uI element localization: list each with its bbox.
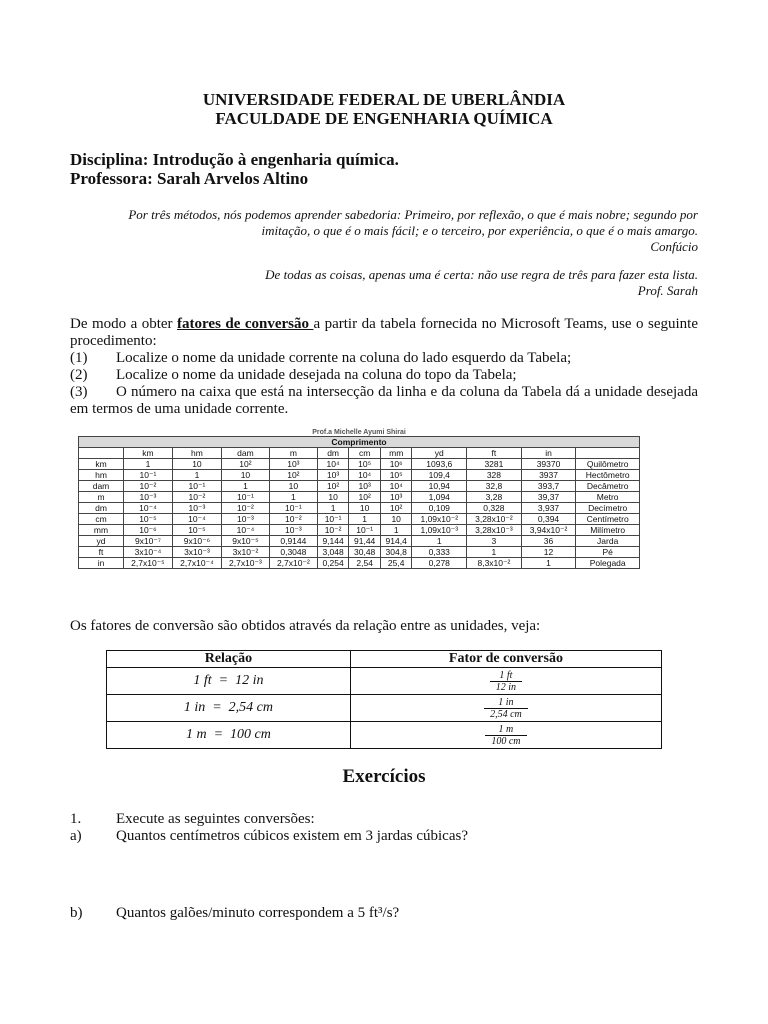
- table-cell: Pé: [576, 547, 640, 558]
- table-cell: 10⁻¹: [172, 481, 221, 492]
- table-cell: km: [79, 459, 124, 470]
- table-cell: mm: [79, 525, 124, 536]
- table-row: [79, 492, 640, 503]
- table-cell: 109,4: [412, 470, 467, 481]
- fraction-numerator: 1 ft: [490, 670, 522, 682]
- table-cell: 1: [412, 536, 467, 547]
- table-cell: 1: [124, 459, 173, 470]
- table-cell: 10,94: [412, 481, 467, 492]
- relation-cell: 1 ft = 12 in: [107, 668, 351, 695]
- exercise-text: Execute as seguintes conversões:: [116, 811, 315, 827]
- table-row: [79, 503, 640, 514]
- table-cell: 2,7x10⁻⁵: [124, 558, 173, 569]
- table-cell: dam: [79, 481, 124, 492]
- table-cell: 10²: [380, 503, 412, 514]
- intro-text: De modo a obter: [70, 316, 178, 332]
- step-text: Localize o nome da unidade desejada na coluna do topo da Tabela;: [116, 367, 517, 383]
- table-cell: 0,394: [521, 514, 576, 525]
- table-row: [79, 558, 640, 569]
- professor-line: Professora: Sarah Arvelos Altino: [70, 169, 309, 188]
- step-number: (1): [70, 350, 88, 366]
- table-cell: 10⁻²: [124, 481, 173, 492]
- table-cell: 10⁴: [380, 481, 412, 492]
- fraction-denominator: 2,54 cm: [490, 708, 522, 720]
- relation-table: [106, 650, 662, 749]
- quote-line: imitação, o que é o mais fácil; e o terceiro, por experiência, o que é o mais amargo.: [261, 223, 698, 238]
- table-row: [79, 481, 640, 492]
- table-cell: 0,109: [412, 503, 467, 514]
- exercise-b: [70, 905, 399, 922]
- table-cell: 1: [317, 503, 349, 514]
- table-cell: 10²: [349, 492, 381, 503]
- table-cell: 2,7x10⁻⁴: [172, 558, 221, 569]
- table-column-header: km: [124, 448, 173, 459]
- conversion-fraction: [490, 670, 522, 693]
- table-body: [79, 459, 640, 569]
- table-cell: 3,048: [317, 547, 349, 558]
- table-cell: 10: [221, 470, 269, 481]
- fraction-denominator: 12 in: [495, 681, 517, 693]
- university-title: UNIVERSIDADE FEDERAL DE UBERLÂNDIA: [202, 90, 566, 109]
- table-cell: 10²: [317, 481, 349, 492]
- table-cell: 10⁻⁶: [124, 525, 173, 536]
- quote-author: Confúcio: [650, 239, 698, 254]
- table-cell: 10⁻²: [269, 514, 317, 525]
- step-2: [70, 367, 698, 384]
- table-cell: Centímetro: [576, 514, 640, 525]
- table-cell: 10⁶: [380, 459, 412, 470]
- quote-confucius: [58, 207, 698, 255]
- table-cell: 10⁵: [380, 470, 412, 481]
- table-cell: 1093,6: [412, 459, 467, 470]
- table-cell: 10³: [349, 481, 381, 492]
- quote-line: Por três métodos, nós podemos aprender sabedoria: Primeiro, por reflexão, o que é mais nobre; segundo por: [128, 207, 698, 222]
- table-cell: 10⁻³: [124, 492, 173, 503]
- table-cell: 1: [521, 558, 576, 569]
- table-cell: 1: [349, 514, 381, 525]
- step-3: [70, 384, 698, 418]
- table-column-header: yd: [412, 448, 467, 459]
- table-cell: 10⁻²: [221, 503, 269, 514]
- table-cell: 328: [467, 470, 522, 481]
- table-cell: ft: [79, 547, 124, 558]
- table-cell: 3,94x10⁻²: [521, 525, 576, 536]
- table-cell: Polegada: [576, 558, 640, 569]
- exercise-number: 1.: [70, 811, 82, 827]
- table-cell: 2,54: [349, 558, 381, 569]
- table-cell: 91,44: [349, 536, 381, 547]
- table-column-header: hm: [172, 448, 221, 459]
- table-column-header: cm: [349, 448, 381, 459]
- table-cell: m: [79, 492, 124, 503]
- relation-cell: 1 in = 2,54 cm: [107, 695, 351, 722]
- table-cell: dm: [79, 503, 124, 514]
- table-cell: 10⁻⁵: [172, 525, 221, 536]
- table-cell: 39,37: [521, 492, 576, 503]
- table-cell: 3,28: [467, 492, 522, 503]
- step-number: (2): [70, 367, 88, 383]
- table-cell: Metro: [576, 492, 640, 503]
- relation-table-body: [107, 668, 662, 749]
- table-cell: 3,28x10⁻²: [467, 514, 522, 525]
- table-cell: 9x10⁻⁶: [172, 536, 221, 547]
- table-cell: 1: [172, 470, 221, 481]
- step-1: [70, 350, 698, 367]
- table-cell: 10: [317, 492, 349, 503]
- table-cell: 36: [521, 536, 576, 547]
- table-cell: cm: [79, 514, 124, 525]
- table-cell: 10⁻¹: [124, 470, 173, 481]
- table-cell: 1,094: [412, 492, 467, 503]
- relation-header: Relação: [107, 651, 351, 668]
- fraction-numerator: 1 m: [485, 724, 526, 736]
- table-cell: 9,144: [317, 536, 349, 547]
- fraction-denominator: 100 cm: [491, 735, 521, 747]
- exercise-number: a): [70, 828, 82, 844]
- table-cell: 2,7x10⁻²: [269, 558, 317, 569]
- exercise-text: Quantos galões/minuto correspondem a 5 ft³/s?: [116, 905, 400, 921]
- table-column-header: ft: [467, 448, 522, 459]
- relation-row: [107, 722, 662, 749]
- table-cell: 3x10⁻⁴: [124, 547, 173, 558]
- factor-cell: [350, 668, 661, 695]
- intro-highlight: fatores de conversão: [177, 316, 314, 332]
- table-cell: 10³: [317, 470, 349, 481]
- table-cell: 9x10⁻⁷: [124, 536, 173, 547]
- length-conversion-table: [78, 430, 640, 569]
- exercise-1: [70, 811, 315, 828]
- table-cell: 3937: [521, 470, 576, 481]
- table-cell: 0,278: [412, 558, 467, 569]
- step-number: (3): [70, 384, 88, 400]
- table-cell: 10⁻⁴: [172, 514, 221, 525]
- table-cell: 0,254: [317, 558, 349, 569]
- table-column-header: [79, 448, 124, 459]
- table-cell: Jarda: [576, 536, 640, 547]
- fraction-numerator: 1 in: [484, 697, 528, 709]
- table-cell: 0,3048: [269, 547, 317, 558]
- table-cell: 0,333: [412, 547, 467, 558]
- table-column-header: [576, 448, 640, 459]
- intro-text-after: a partir da tabela fornecida no Microsoft Teams, use o seguinte procedimento:: [70, 316, 699, 349]
- table-cell: Milímetro: [576, 525, 640, 536]
- table-cell: in: [79, 558, 124, 569]
- table-column-header: in: [521, 448, 576, 459]
- relation-cell: 1 m = 100 cm: [107, 722, 351, 749]
- table-cell: 10: [269, 481, 317, 492]
- table-cell: 3281: [467, 459, 522, 470]
- relation-row: [107, 668, 662, 695]
- table-row: [79, 470, 640, 481]
- table-column-header: mm: [380, 448, 412, 459]
- table-cell: 10: [380, 514, 412, 525]
- table-cell: 3x10⁻³: [172, 547, 221, 558]
- table-row: [79, 514, 640, 525]
- table-cell: 10: [172, 459, 221, 470]
- table-row: [79, 536, 640, 547]
- table-row: [79, 547, 640, 558]
- table-row: [79, 459, 640, 470]
- table-cell: 10⁻⁴: [221, 525, 269, 536]
- table-cell: 10⁻¹: [221, 492, 269, 503]
- table-cell: 10⁻²: [172, 492, 221, 503]
- table-cell: 9x10⁻⁵: [221, 536, 269, 547]
- table-cell: 3,937: [521, 503, 576, 514]
- exercise-a: [70, 828, 468, 845]
- exercise-number: b): [70, 905, 83, 921]
- table-cell: 12: [521, 547, 576, 558]
- table-column-header: dam: [221, 448, 269, 459]
- table-cell: 32,8: [467, 481, 522, 492]
- exercise-text: Quantos centímetros cúbicos existem em 3 jardas cúbicas?: [116, 828, 468, 844]
- table-cell: 10³: [269, 459, 317, 470]
- table-cell: 1: [467, 547, 522, 558]
- table-header-row: [79, 448, 640, 459]
- table-cell: 1,09x10⁻²: [412, 514, 467, 525]
- table-cell: Hectômetro: [576, 470, 640, 481]
- table-cell: 1: [269, 492, 317, 503]
- table-cell: hm: [79, 470, 124, 481]
- table-cell: 0,9144: [269, 536, 317, 547]
- table-cell: 10⁻³: [221, 514, 269, 525]
- table-cell: 10²: [269, 470, 317, 481]
- table-cell: 10⁻²: [317, 525, 349, 536]
- table-cell: 304,8: [380, 547, 412, 558]
- table-cell: 10⁴: [349, 470, 381, 481]
- table-cell: 10⁻³: [269, 525, 317, 536]
- table-cell: 0,328: [467, 503, 522, 514]
- table-cell: Quilômetro: [576, 459, 640, 470]
- faculty-title: FACULDADE DE ENGENHARIA QUÍMICA: [215, 109, 553, 128]
- table-cell: 1,09x10⁻³: [412, 525, 467, 536]
- step-text: O número na caixa que está na intersecção da linha e da coluna da Tabela dá a unidade desejada em termos de uma unidade corrente.: [70, 384, 698, 417]
- table-cell: 10⁵: [349, 459, 381, 470]
- relation-intro: Os fatores de conversão são obtidos através da relação entre as unidades, veja:: [70, 618, 541, 634]
- table-cell: 10²: [221, 459, 269, 470]
- quote-author: Prof. Sarah: [637, 283, 698, 298]
- factor-header: Fator de conversão: [350, 651, 661, 668]
- table-cell: 914,4: [380, 536, 412, 547]
- conversion-fraction: [485, 724, 526, 747]
- table-cell: yd: [79, 536, 124, 547]
- table-cell: 10³: [380, 492, 412, 503]
- factor-cell: [350, 695, 661, 722]
- step-text: Localize o nome da unidade corrente na coluna do lado esquerdo da Tabela;: [116, 350, 572, 366]
- discipline-line: Disciplina: Introdução à engenharia química.: [70, 150, 399, 169]
- table-cell: 3x10⁻²: [221, 547, 269, 558]
- table-cell: 30,48: [349, 547, 381, 558]
- table-cell: 1: [221, 481, 269, 492]
- table-cell: 10: [349, 503, 381, 514]
- quote-sarah: [58, 267, 698, 299]
- table-cell: 10⁻¹: [349, 525, 381, 536]
- table-cell: 10⁻³: [172, 503, 221, 514]
- table-cell: 25,4: [380, 558, 412, 569]
- conversion-fraction: [484, 697, 528, 720]
- table-cell: 10⁴: [317, 459, 349, 470]
- table-cell: 39370: [521, 459, 576, 470]
- table-partial-header: Prof.a Michelle Ayumi Shirai: [312, 429, 406, 436]
- table-row: [79, 525, 640, 536]
- table-cell: 3: [467, 536, 522, 547]
- table-cell: 393,7: [521, 481, 576, 492]
- table-cell: 3,28x10⁻³: [467, 525, 522, 536]
- factor-cell: [350, 722, 661, 749]
- table-column-header: m: [269, 448, 317, 459]
- table-cell: 1: [380, 525, 412, 536]
- table-title: Comprimento: [79, 437, 640, 448]
- table-cell: Decímetro: [576, 503, 640, 514]
- table-cell: 10⁻⁴: [124, 503, 173, 514]
- quote-line: De todas as coisas, apenas uma é certa: não use regra de três para fazer esta lista.: [265, 267, 698, 282]
- table-column-header: dm: [317, 448, 349, 459]
- table-cell: 10⁻⁵: [124, 514, 173, 525]
- table-cell: 8,3x10⁻²: [467, 558, 522, 569]
- table-cell: 10⁻¹: [317, 514, 349, 525]
- table-cell: 2,7x10⁻³: [221, 558, 269, 569]
- intro-paragraph: [70, 316, 698, 350]
- table-cell: Decâmetro: [576, 481, 640, 492]
- relation-row: [107, 695, 662, 722]
- table-cell: 10⁻¹: [269, 503, 317, 514]
- exercises-title: Exercícios: [342, 766, 426, 787]
